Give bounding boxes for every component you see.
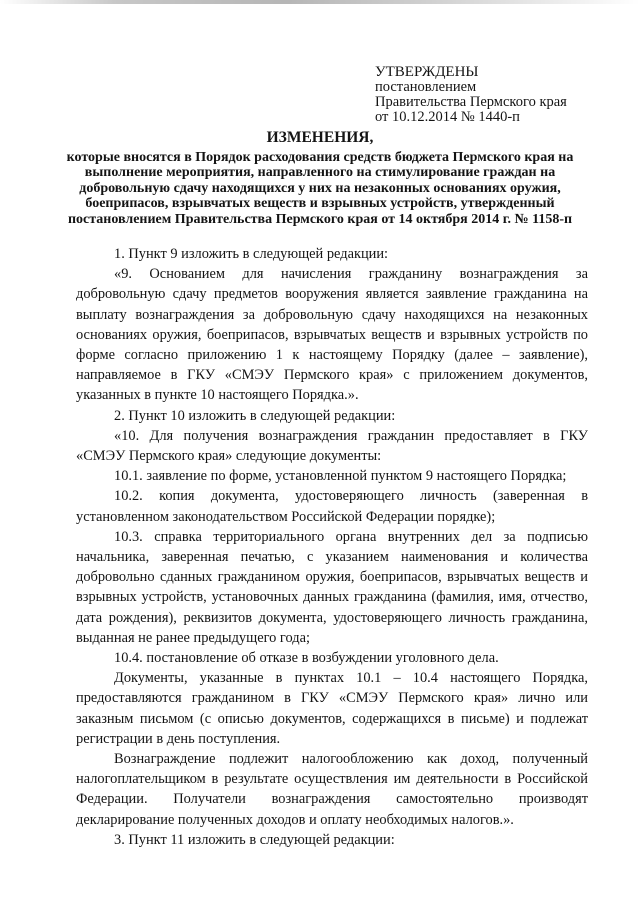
- approval-line-government: Правительства Пермского края: [375, 94, 567, 110]
- approval-stamp: [375, 64, 615, 125]
- paragraph-point-9: «9. Основанием для начисления гражданину вознаграждения за добровольную сдачу предметов вооружения является заявление гражданина на выплату вознаграждения за добровольную сдачу находящихся на незаконных основаниях оружия, боеприпасов, взрывчатых веществ и взрывных устройств по форме согласно приложению 1 к настоящему Порядку (далее – заявление), направляемое в ГКУ «СМЭУ Пермского края» с приложением документов, указанных в пункте 10 настоящего Порядка.».: [76, 266, 588, 404]
- approval-line-date: от 10.12.2014 № 1440-п: [375, 109, 520, 125]
- paragraph-point-10-3: 10.3. справка территориального органа внутренних дел за подписью начальника, заверенная печатью, с указанием наименования и количества добровольно сданных гражданином оружия, боеприпасов, взрывчатых веществ и взрывных устройств, установочных данных гражданина (фамилия, имя, отчество, дата рождения), реквизитов документа, удостоверяющего личность гражданина, выданная не ранее предыдущего года;: [76, 528, 588, 646]
- document-title: ИЗМЕНЕНИЯ,: [266, 129, 374, 146]
- paragraph-item-2: 2. Пункт 10 изложить в следующей редакции:: [114, 407, 396, 424]
- paragraph-point-10-4: 10.4. постановление об отказе в возбуждении уголовного дела.: [114, 650, 499, 667]
- paragraph-point-10: «10. Для получения вознаграждения гражданин предоставляет в ГКУ «СМЭУ Пермского края» следующие документы:: [76, 427, 588, 465]
- approval-line-resolution: постановлением: [375, 79, 477, 95]
- paragraph-item-1: 1. Пункт 9 изложить в следующей редакции:: [114, 246, 389, 262]
- scan-edge: [0, 0, 640, 4]
- document-body: [76, 244, 588, 850]
- paragraph-item-3: 3. Пункт 11 изложить в следующей редакции:: [114, 831, 395, 848]
- paragraph-point-10-1: 10.1. заявление по форме, установленной пунктом 9 настоящего Порядка;: [114, 468, 567, 485]
- paragraph-point-10-2: 10.2. копия документа, удостоверяющего личность (заверенная в установленном законодательством Российской Федерации порядке);: [76, 488, 588, 525]
- paragraph-documents: Документы, указанные в пунктах 10.1 – 10.4 настоящего Порядка, предоставляются гражданином в ГКУ «СМЭУ Пермского края» лично или заказным письмом (с описью документов, содержащихся в письме) и подлежат регистрации в день поступления.: [76, 670, 588, 747]
- approval-heading: УТВЕРЖДЕНЫ: [375, 64, 479, 80]
- document-subtitle: которые вносятся в Порядок расходования средств бюджета Пермского края на выполнение мероприятия, направленного на стимулирование граждан на добровольную сдачу находящихся у них на незаконных основаниях оружия, боеприпасов, взрывчатых веществ и взрывных устройств, утвержденный постановлением Правительства Пермского края от 14 октября 2014 г. № 1158-п: [66, 150, 574, 227]
- paragraph-taxation: Вознаграждение подлежит налогообложению как доход, полученный налогоплательщиком в результате осуществления им деятельности в Российской Федерации. Получатели вознаграждения самостоятельно производят декларирование полученных доходов и оплату необходимых налогов.».: [76, 751, 588, 828]
